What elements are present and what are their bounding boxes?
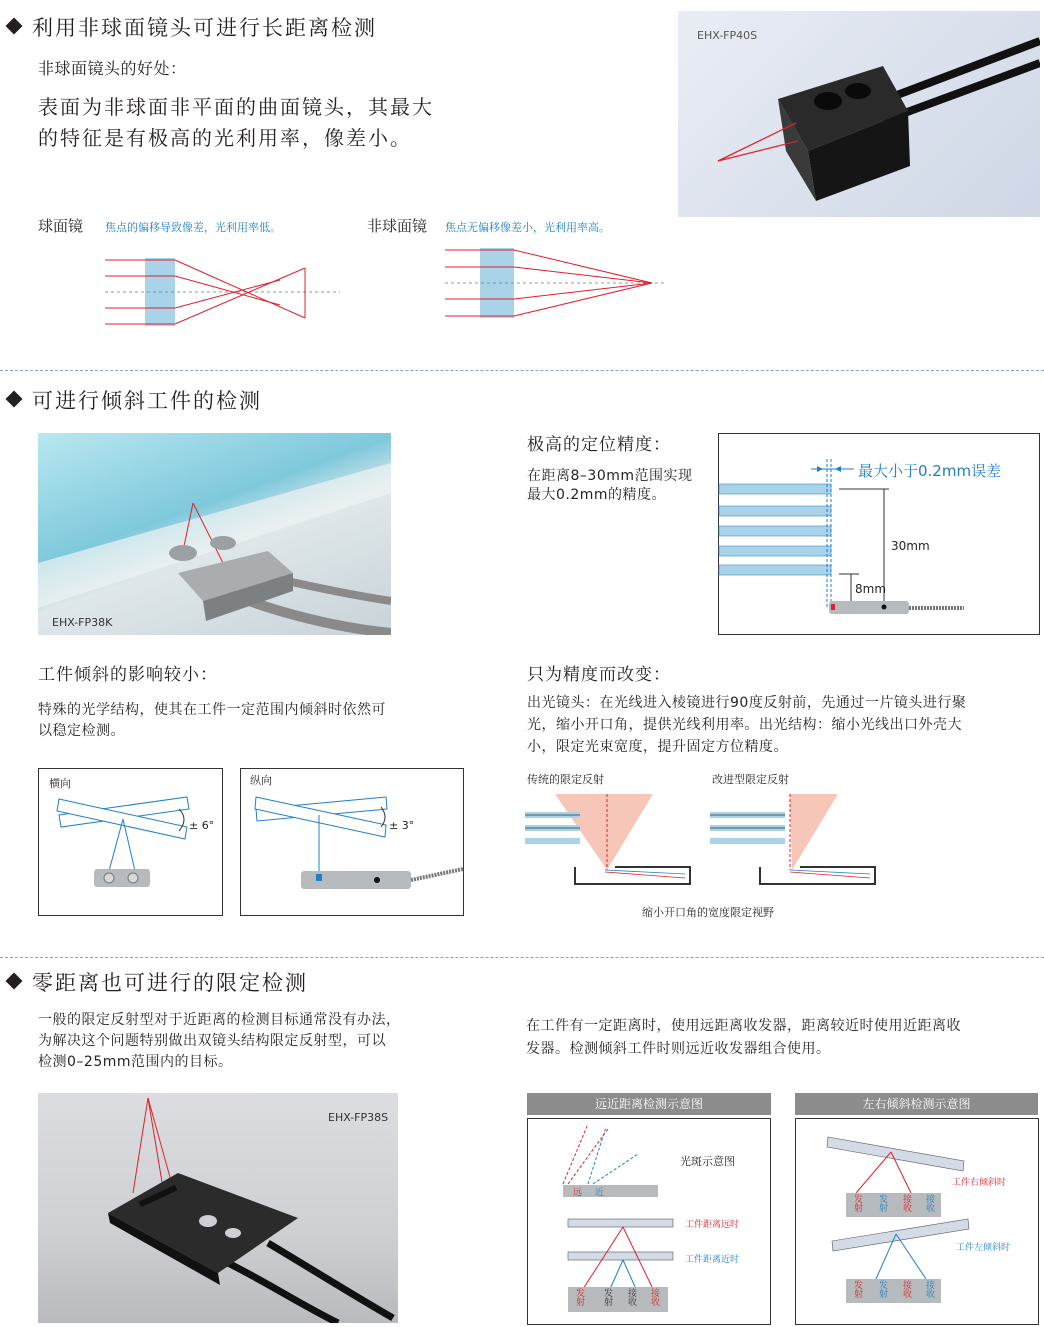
vertical-tilt-illustration: [241, 769, 463, 915]
dim-30mm: 30mm: [891, 539, 930, 553]
emit-label: 发射: [879, 1281, 889, 1300]
distance-text-1: 在工件有一定距离时，使用远距离收发器，距离较近时使用近距离收: [526, 1018, 961, 1034]
change-heading: 只为精度而改变：: [527, 665, 671, 685]
distance-text-2: 发器。检测倾斜工件时则远近收发器组合使用。: [526, 1041, 831, 1057]
panel1-title: 远近距离检测示意图: [527, 1093, 771, 1115]
left-tilt-label: 工件左倾斜时: [956, 1243, 1011, 1253]
horizontal-angle: ± 6°: [189, 819, 215, 832]
tilt-text-1: 特殊的光学结构，使其在工件一定范围内倾斜时依然可: [38, 702, 386, 718]
product-photo-fp38k: [38, 433, 391, 635]
emit-label: 发射: [854, 1281, 864, 1300]
far-label: 远: [573, 1188, 583, 1198]
section1-title: 利用非球面镜头可进行长距离检测: [8, 12, 377, 42]
aspherical-label: 非球面镜: [367, 217, 428, 235]
change-text-2: 光，缩小开口角，提供光线利用率。出光结构：缩小光线出口外壳大: [527, 717, 962, 733]
far-workpiece-label: 工件距离远时: [685, 1220, 740, 1230]
dim-8mm: 8mm: [855, 582, 887, 596]
diamond-icon: [6, 973, 23, 990]
diamond-icon: [6, 18, 23, 35]
receive-label: 接收: [903, 1281, 913, 1300]
near-label: 近: [595, 1188, 605, 1198]
section-divider: [0, 370, 1044, 371]
section3-title: 零距离也可进行的限定检测: [8, 967, 308, 997]
improved-reflection-diagram: [710, 792, 880, 887]
photo-label: EHX-FP38S: [328, 1111, 389, 1124]
receive-label: 接收: [651, 1289, 661, 1308]
vertical-tilt-diagram: [240, 768, 464, 916]
error-label: 最大小于0.2mm误差: [858, 462, 1002, 480]
spherical-label: 球面镜: [38, 217, 84, 235]
zero-distance-text-2: 为解决这个问题特别做出双镜头结构限定反射型，可以: [38, 1033, 386, 1049]
receive-label: 接收: [926, 1195, 936, 1214]
precision-text-1: 在距离8–30mm范围实现: [527, 468, 693, 484]
section-divider: [0, 957, 1044, 958]
traditional-label: 传统的限定反射: [527, 773, 604, 786]
precision-heading: 极高的定位精度：: [527, 435, 671, 455]
precision-text-2: 最大0.2mm的精度。: [527, 487, 667, 503]
receive-label: 接收: [903, 1195, 913, 1214]
zero-distance-text-3: 检测0–25mm范围内的目标。: [38, 1054, 233, 1070]
aspherical-note: 焦点无偏移像差小，光利用率高。: [445, 221, 610, 234]
sensor-fp40s-illustration: [678, 11, 1040, 217]
product-photo-fp38s: [38, 1093, 398, 1323]
horizontal-label: 横向: [49, 777, 71, 790]
diamond-icon: [6, 391, 23, 408]
spherical-lens-diagram: [100, 250, 350, 330]
horizontal-tilt-diagram: [38, 768, 223, 916]
panel2-title: 左右倾斜检测示意图: [795, 1093, 1038, 1115]
photo-label: EHX-FP40S: [697, 29, 758, 42]
tilted-workpiece-illustration: [38, 433, 391, 635]
right-tilt-label: 工件右倾斜时: [952, 1178, 1007, 1188]
vertical-label: 纵向: [250, 774, 272, 787]
precision-diagram: [718, 433, 1040, 635]
benefit-desc-2: 的特征是有极高的光利用率，像差小。: [38, 126, 412, 150]
spot-label: 光斑示意图: [680, 1155, 735, 1168]
change-text-1: 出光镜头：在光线进入棱镜进行90度反射前，先通过一片镜头进行聚: [527, 695, 967, 711]
emit-label: 发射: [879, 1195, 889, 1214]
spherical-note: 焦点的偏移导致像差，光利用率低。: [105, 221, 281, 234]
product-photo-fp40s: [678, 11, 1040, 217]
horizontal-tilt-illustration: [39, 769, 222, 915]
improved-label: 改进型限定反射: [712, 773, 789, 786]
receive-label: 接收: [628, 1289, 638, 1308]
vertical-angle: ± 3°: [389, 819, 415, 832]
emit-label: 发射: [854, 1195, 864, 1214]
sensor-fp38s-illustration: [38, 1093, 398, 1323]
zero-distance-text-1: 一般的限定反射型对于近距离的检测目标通常没有办法，: [38, 1012, 401, 1028]
near-workpiece-label: 工件距离近时: [685, 1255, 740, 1265]
reflection-caption: 缩小开口角的宽度限定视野: [642, 906, 774, 919]
section2-title: 可进行倾斜工件的检测: [8, 385, 262, 415]
tilt-text-2: 以稳定检测。: [38, 723, 125, 739]
tilt-detection-illustration: [796, 1119, 1038, 1324]
tilt-detection-panel: [795, 1118, 1039, 1325]
benefit-heading: 非球面镜头的好处：: [38, 59, 187, 78]
benefit-desc-1: 表面为非球面非平面的曲面镜头，其最大: [38, 95, 434, 119]
distance-detection-panel: [527, 1118, 771, 1325]
receive-label: 接收: [926, 1281, 936, 1300]
emit-label: 发射: [576, 1289, 586, 1308]
photo-label: EHX-FP38K: [52, 616, 113, 629]
change-text-3: 小，限定光束宽度，提升固定方位精度。: [527, 739, 788, 755]
traditional-reflection-diagram: [525, 792, 695, 887]
aspherical-lens-diagram: [440, 245, 680, 325]
emit-label: 发射: [604, 1289, 614, 1308]
tilt-heading: 工件倾斜的影响较小：: [38, 665, 218, 685]
